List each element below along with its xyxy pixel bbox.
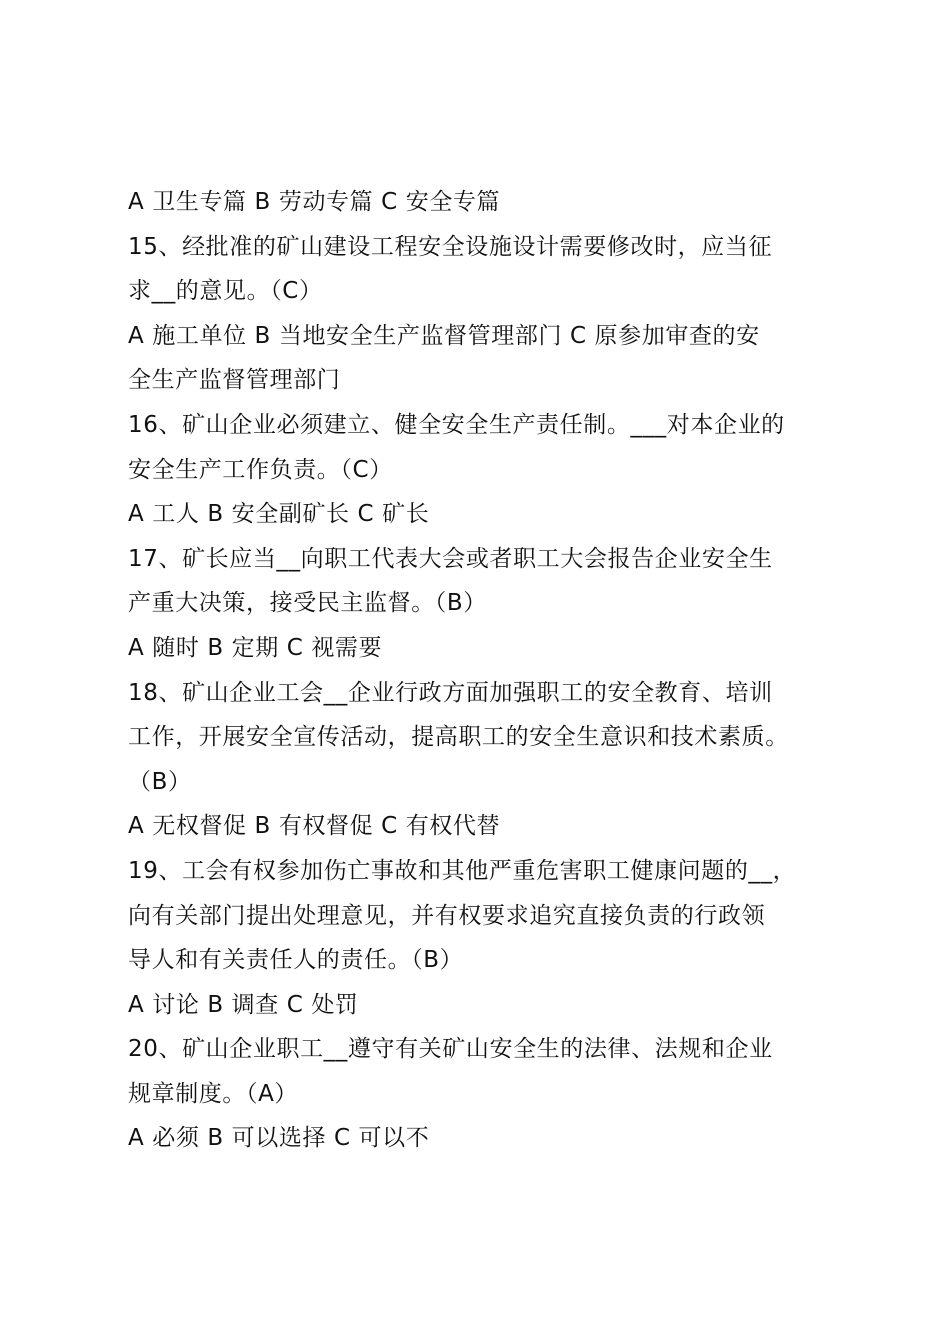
q17-question-line-2: 产重大决策，接受民主监督。（B）: [128, 590, 487, 617]
q15-question-line-2: 求__的意见。（C）: [128, 278, 323, 305]
q16-question-line-1: 16、矿山企业必须建立、健全安全生产责任制。___对本企业的: [128, 411, 785, 438]
q18-question-line-3: （B）: [128, 768, 192, 795]
q19-question-line-3: 导人和有关责任人的责任。（B）: [128, 947, 464, 974]
q16-options: A 工人 B 安全副矿长 C 矿长: [128, 501, 430, 528]
q15-options-line-1: A 施工单位 B 当地安全生产监督管理部门 C 原参加审查的安: [128, 322, 760, 349]
q17-question-line-1: 17、矿长应当__向职工代表大会或者职工大会报告企业安全生: [128, 545, 773, 572]
q16-question-line-2: 安全生产工作负责。（C）: [128, 456, 393, 483]
q20-options: A 必须 B 可以选择 C 可以不: [128, 1125, 430, 1152]
q18-question-line-1: 18、矿山企业工会__企业行政方面加强职工的安全教育、培训: [128, 679, 773, 706]
q14-options: A 卫生专篇 B 劳动专篇 C 安全专篇: [128, 189, 501, 215]
q19-question-line-2: 向有关部门提出处理意见，并有权要求追究直接负责的行政领: [128, 902, 766, 929]
q17-options: A 随时 B 定期 C 视需要: [128, 634, 383, 661]
q20-question-line-2: 规章制度。（A）: [128, 1080, 299, 1107]
q15-question-line-1: 15、经批准的矿山建设工程安全设施设计需要修改时，应当征: [128, 233, 773, 260]
q20-question-line-1: 20、矿山企业职工__遵守有关矿山安全生的法律、法规和企业: [128, 1036, 773, 1063]
q18-question-line-2: 工作，开展安全宣传活动，提高职工的安全生意识和技术素质。: [128, 724, 789, 751]
q19-options: A 讨论 B 调查 C 处罚: [128, 991, 359, 1018]
q18-options: A 无权督促 B 有权督促 C 有权代替: [128, 813, 501, 840]
q15-options-line-2: 全生产监督管理部门: [128, 367, 341, 394]
document-body: [128, 180, 848, 1161]
q19-question-line-1: 19、工会有权参加伤亡事故和其他严重危害职工健康问题的__，: [128, 857, 797, 884]
